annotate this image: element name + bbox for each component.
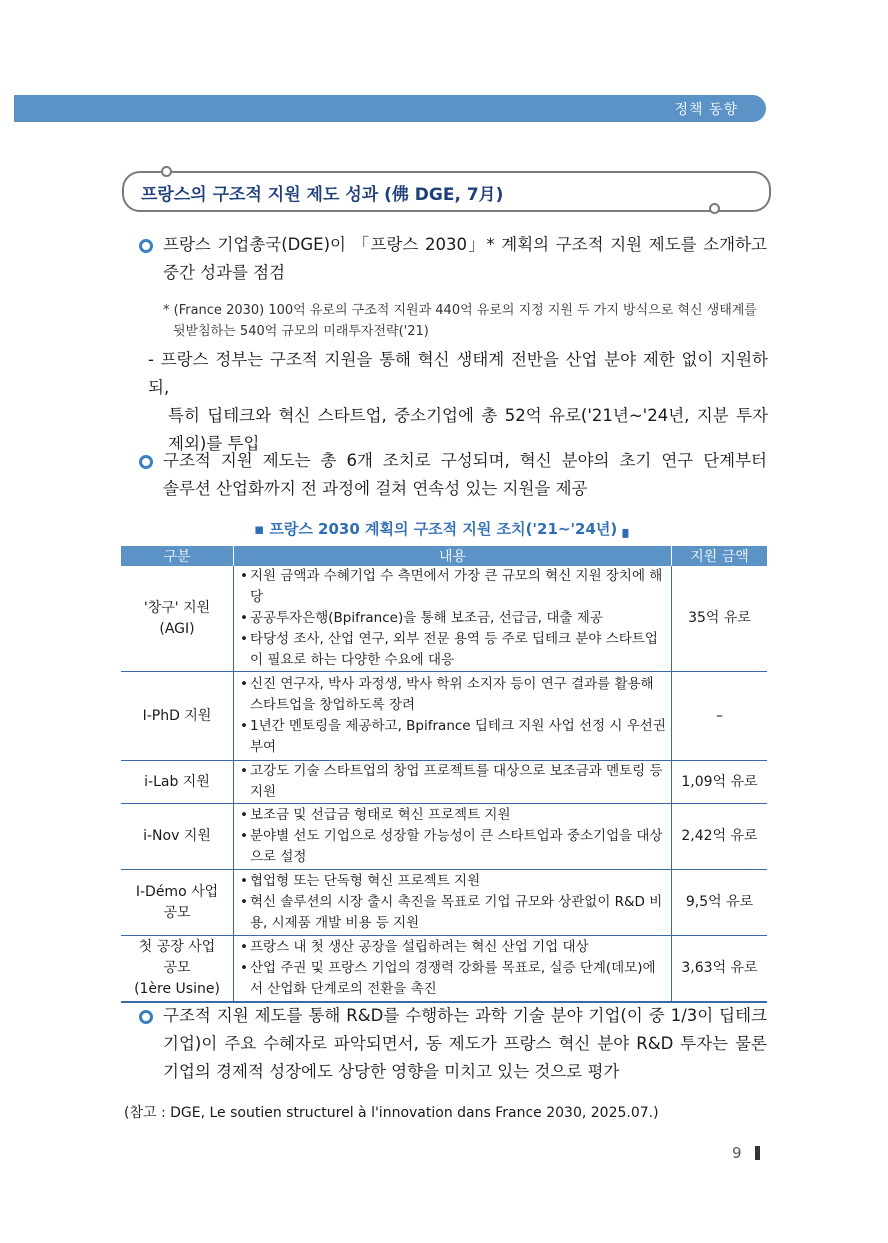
bullet-icon [139,239,153,253]
title-knob-right-icon [709,203,720,214]
header-amount: 지원 금액 [672,546,768,566]
row-name: '창구' 지원 (AGI) [121,566,234,672]
table-row [121,870,767,936]
row-content [234,566,672,672]
list-item: • 혁신 솔루션의 시장 출시 촉진을 목표로 기업 규모와 상관없이 R&D 비용, 시제품 개발 비용 등 지원 [238,892,667,934]
row-amount: 3,63억 유로 [672,936,768,1002]
table-row [121,566,767,672]
list-item: • 협업형 또는 단독형 혁신 프로젝트 지원 [238,871,667,892]
header-content: 내용 [234,546,672,566]
title-knob-left-icon [161,166,172,177]
support-measures-table [121,546,767,1003]
row-name: I-Démo 사업 공모 [121,870,234,936]
dash-paragraph: - 프랑스 정부는 구조적 지원을 통해 혁신 생태계 전반을 산업 분야 제한 없이 지원하되, 특히 딥테크와 혁신 스타트업, 중소기업에 총 52억 유로('21년~'24년, 지분 투자 제외)를 투입 [148,350,768,453]
table-caption: ▪ 프랑스 2030 계획의 구조적 지원 조치('21~'24년) ▖ [253,520,635,538]
table-row [121,761,767,804]
row-content [234,761,672,804]
row-name: I-PhD 지원 [121,672,234,761]
row-amount: 2,42억 유로 [672,804,768,870]
row-name: i-Lab 지원 [121,761,234,804]
bullet-icon [139,455,153,469]
list-item: • 고강도 기술 스타트업의 창업 프로젝트를 대상으로 보조금과 멘토링 등 지원 [238,761,667,803]
table-row [121,804,767,870]
row-content [234,870,672,936]
bullet3-paragraph: 구조적 지원 제도를 통해 R&D를 수행하는 과학 기술 분야 기업(이 중 1/3이 딥테크 기업)이 주요 수혜자로 파악되면서, 동 제도가 프랑스 혁신 분야 R&D 투자는 물론 기업의 경제적 성장에도 상당한 영향을 미치고 있는 것으로 평가 [163,1006,767,1081]
list-item: • 공공투자은행(Bpifrance)을 통해 보조금, 선급금, 대출 제공 [238,608,667,629]
page-marker [755,1146,760,1160]
page-number: 9 [732,1144,742,1162]
section-label: 정책 동향 [674,102,738,118]
row-name: 첫 공장 사업 공모 (1ère Usine) [121,936,234,1002]
row-amount: 35억 유로 [672,566,768,672]
list-item: • 1년간 멘토링을 제공하고, Bpifrance 딥테크 지원 사업 선정 시 우선권 부여 [238,716,667,758]
header-category: 구분 [121,546,234,566]
list-item: • 신진 연구자, 박사 과정생, 박사 학위 소지자 등이 연구 결과를 활용해 스타트업을 창업하도록 장려 [238,674,667,716]
row-amount: 9,5억 유로 [672,870,768,936]
row-content [234,672,672,761]
list-item: • 보조금 및 선급금 형태로 혁신 프로젝트 지원 [238,805,667,826]
title-box [122,171,771,212]
list-item: • 분야별 선도 기업으로 성장할 가능성이 큰 스타트업과 중소기업을 대상으로 설정 [238,826,667,868]
section-header-bar [14,95,766,122]
list-item: • 산업 주권 및 프랑스 기업의 경쟁력 강화를 목표로, 실증 단계(데모)에서 산업화 단계로의 전환을 촉진 [238,958,667,1000]
list-item: • 프랑스 내 첫 생산 공장을 설립하려는 혁신 산업 기업 대상 [238,937,667,958]
table-header-row [121,546,767,566]
page-title: 프랑스의 구조적 지원 제도 성과 (佛 DGE, 7月) [141,185,504,205]
row-content [234,804,672,870]
bullet-icon [139,1010,153,1024]
table-row [121,936,767,1002]
row-amount: 1,09억 유로 [672,761,768,804]
reference-note: (참고 : DGE, Le soutien structurel à l'innovation dans France 2030, 2025.07.) [124,1105,659,1121]
row-amount: – [672,672,768,761]
bullet2-paragraph: 구조적 지원 제도는 총 6개 조치로 구성되며, 혁신 분야의 초기 연구 단계부터 솔루션 산업화까지 전 과정에 걸쳐 연속성 있는 지원을 제공 [163,451,767,498]
footnote: * (France 2030) 100억 유로의 구조적 지원과 440억 유로의 지정 지원 두 가지 방식으로 혁신 생태계를 뒷받침하는 540억 규모의 미래투자전략('21) [163,303,757,339]
row-name: i-Nov 지원 [121,804,234,870]
table-row [121,672,767,761]
list-item: • 타당성 조사, 산업 연구, 외부 전문 용역 등 주로 딥테크 분야 스타트업이 필요로 하는 다양한 수요에 대응 [238,629,667,671]
list-item: • 지원 금액과 수혜기업 수 측면에서 가장 큰 규모의 혁신 지원 장치에 해당 [238,566,667,608]
row-content [234,936,672,1002]
bullet1-paragraph: 프랑스 기업총국(DGE)이 「프랑스 2030」* 계획의 구조적 지원 제도를 소개하고 중간 성과를 점검 [163,235,767,282]
